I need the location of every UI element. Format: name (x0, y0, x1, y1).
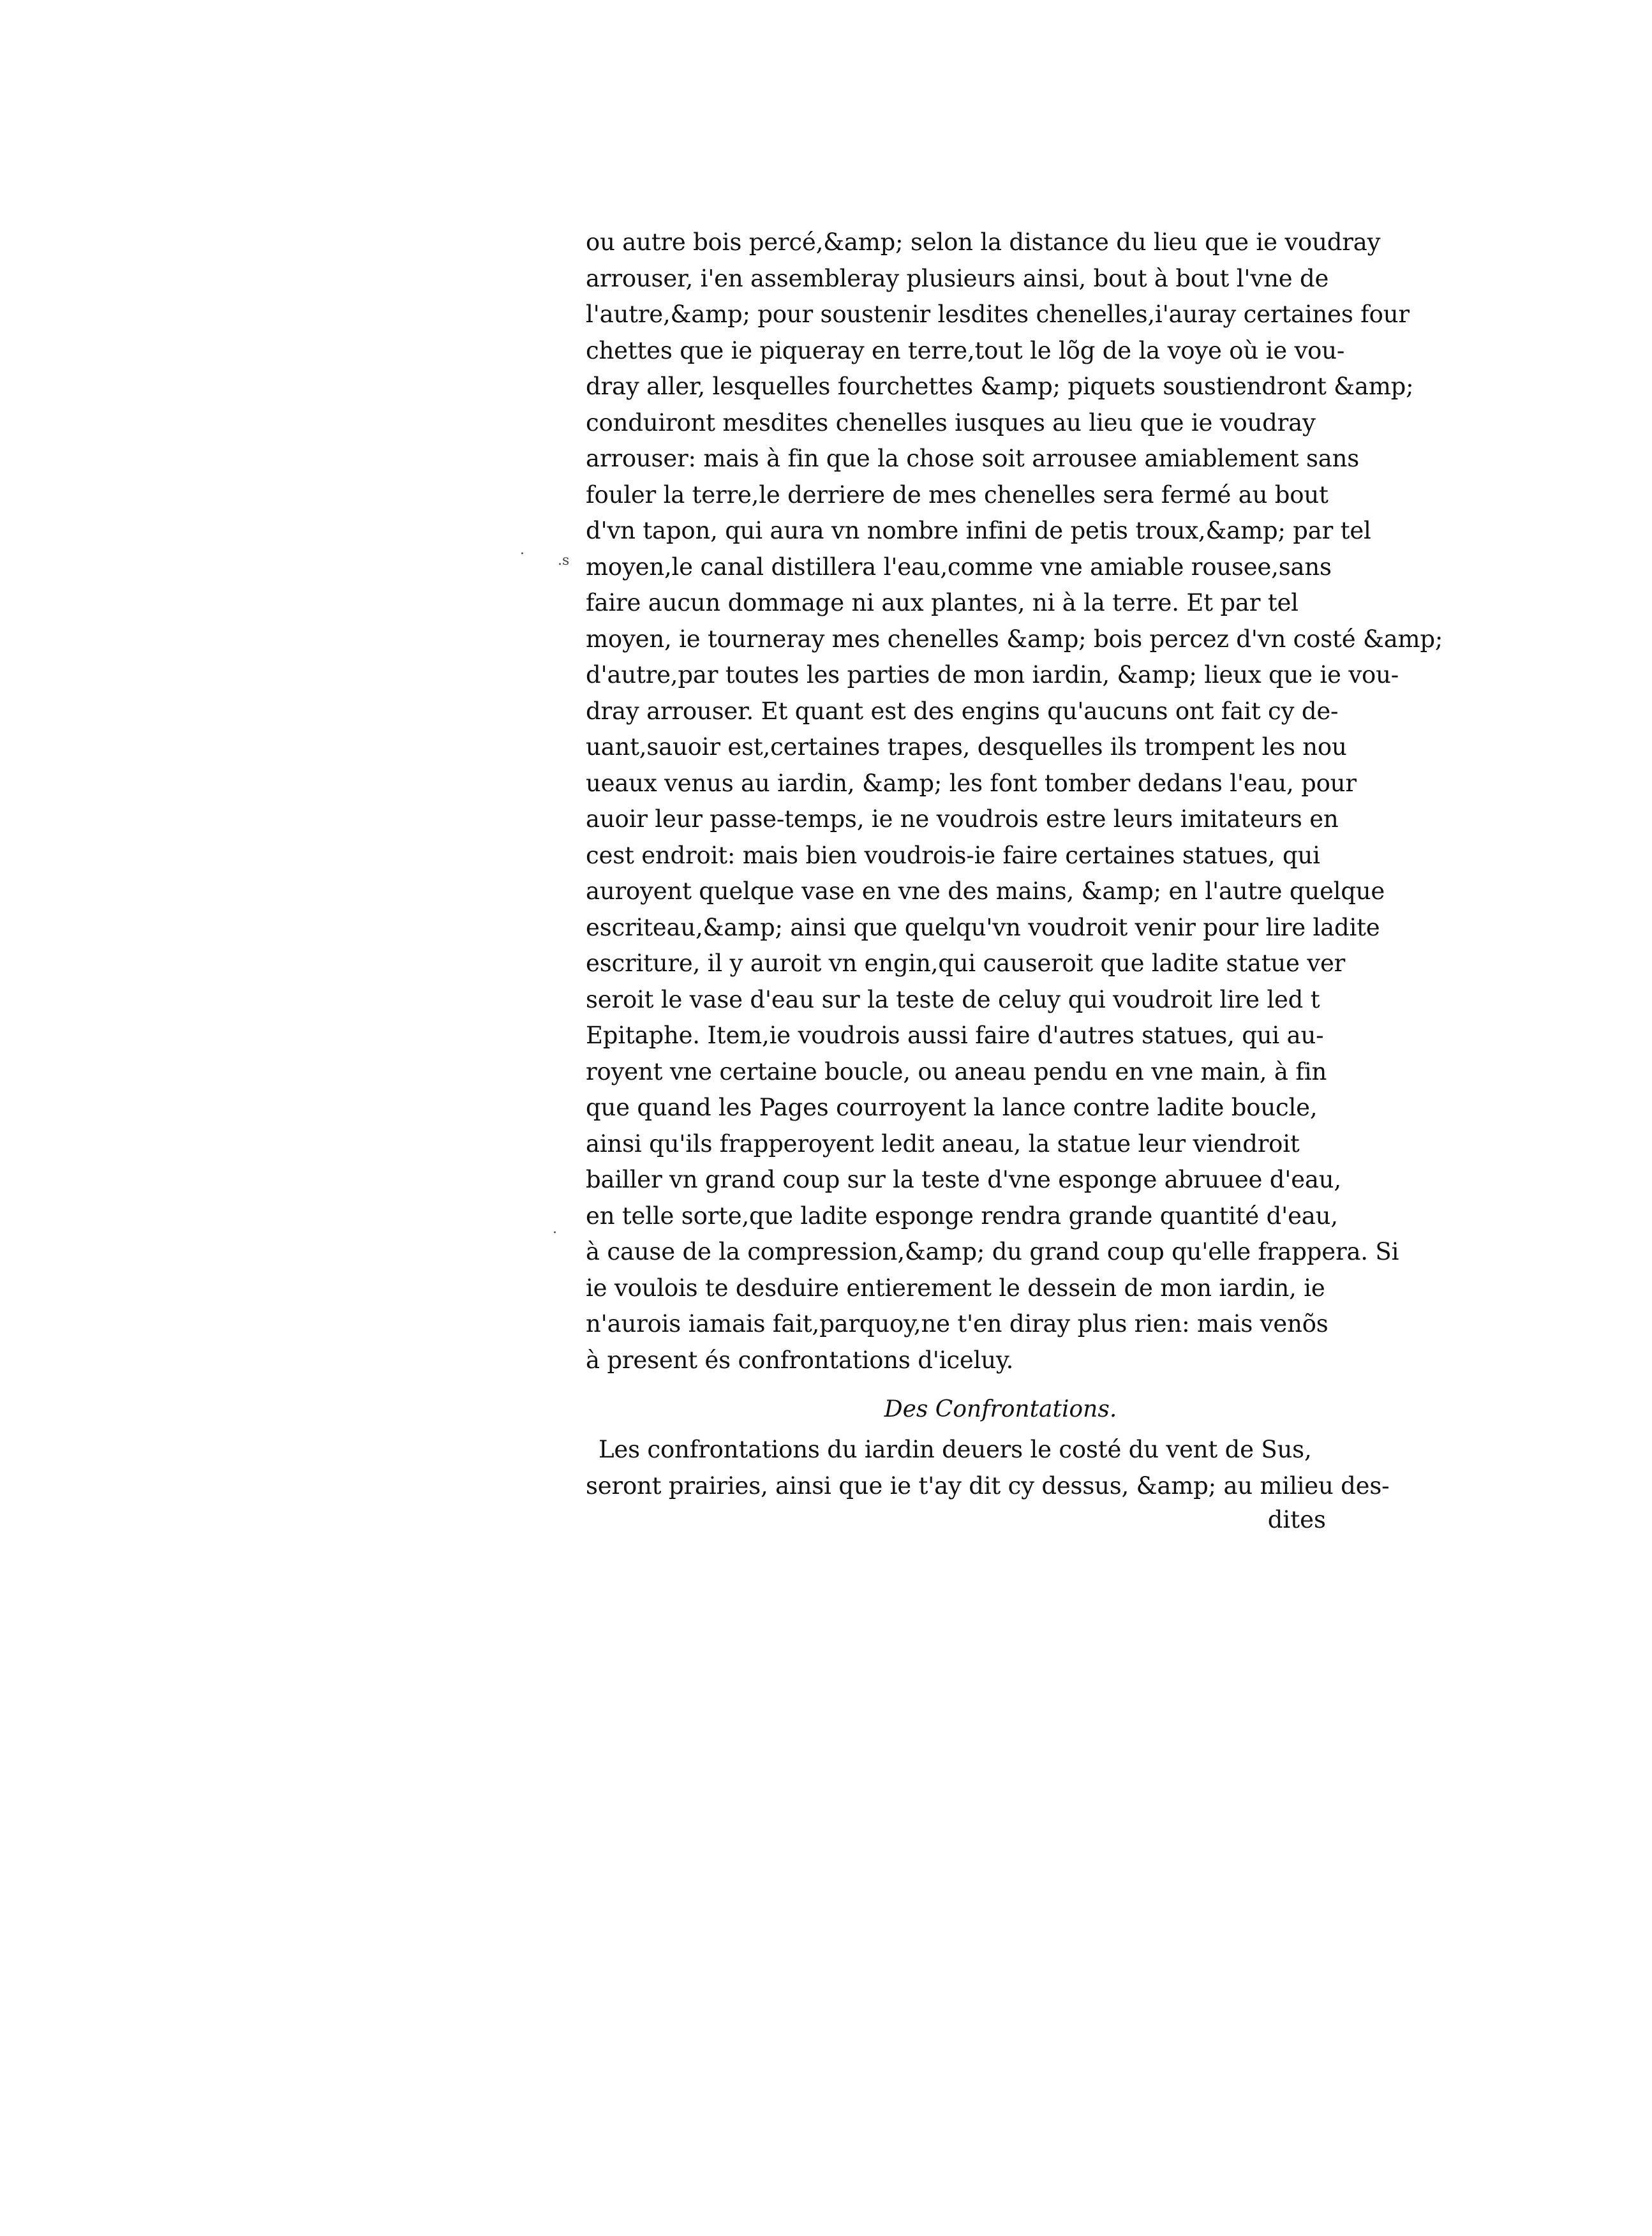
text-line: escriteau,&amp; ainsi que quelqu'vn voudroit venir pour lire ladite (586, 913, 1380, 941)
text-line: d'autre,par toutes les parties de mon iardin, &amp; lieux que ie vou- (586, 661, 1399, 689)
text-line: n'aurois iamais fait,parquoy,ne t'en diray plus rien: mais venõs (586, 1310, 1328, 1338)
section-heading: Des Confrontations. (884, 1396, 1117, 1422)
text-line: ainsi qu'ils frapperoyent ledit aneau, la statue leur viendroit (586, 1129, 1300, 1158)
text-line: chettes que ie piqueray en terre,tout le lõg de la voye où ie vou- (586, 336, 1345, 364)
text-line: l'autre,&amp; pour soustenir lesdites chenelles,i'auray certaines four (586, 301, 1410, 328)
text-line: royent vne certaine boucle, ou aneau pendu en vne main, à fin (586, 1057, 1327, 1085)
margin-dot-lower: · (553, 1225, 557, 1241)
text-line: auoir leur passe-temps, ie ne voudrois estre leurs imitateurs en (586, 805, 1339, 833)
text-line: fouler la terre,le derriere de mes chenelles sera fermé au bout (586, 481, 1328, 509)
text-line: à present és confrontations d'iceluy. (586, 1346, 1014, 1374)
text-line: auroyent quelque vase en vne des mains, &amp; en l'autre quelque (586, 877, 1385, 905)
text-line: en telle sorte,que ladite esponge rendra grande quantité d'eau, (586, 1202, 1338, 1230)
text-line: dray aller, lesquelles fourchettes &amp; piquets soustiendront &amp; (586, 373, 1414, 400)
catchword: dites (1267, 1506, 1326, 1533)
text-line: Les confrontations du iardin deuers le costé du vent de Sus, (599, 1436, 1312, 1463)
text-line: d'vn tapon, qui aura vn nombre infini de petis troux,&amp; par tel (586, 517, 1371, 544)
text-line: seront prairies, ainsi que ie t'ay dit cy dessus, &amp; au milieu des- (586, 1472, 1390, 1500)
text-line: conduiront mesdites chenelles iusques au lieu que ie voudray (586, 408, 1316, 436)
text-line: moyen, ie tourneray mes chenelles &amp; bois percez d'vn costé &amp; (586, 625, 1443, 653)
text-line: ueaux venus au iardin, &amp; les font tomber dedans l'eau, pour (586, 769, 1357, 797)
text-line: bailler vn grand coup sur la teste d'vne esponge abruuee d'eau, (586, 1166, 1341, 1193)
text-line: ou autre bois percé,&amp; selon la distance du lieu que ie voudray (586, 228, 1381, 256)
text-line: arrouser, i'en assembleray plusieurs ainsi, bout à bout l'vne de (586, 264, 1329, 292)
text-line: à cause de la compression,&amp; du grand coup qu'elle frappera. Si (586, 1238, 1399, 1265)
text-line: faire aucun dommage ni aux plantes, ni à la terre. Et par tel (586, 589, 1299, 616)
text-line: Epitaphe. Item,ie voudrois aussi faire d'autres statues, qui au- (586, 1022, 1324, 1049)
text-line: ie voulois te desduire entierement le dessein de mon iardin, ie (586, 1274, 1325, 1302)
main-paragraph (586, 225, 1443, 1378)
text-line: uant,sauoir est,certaines trapes, desquelles ils trompent les nou (586, 733, 1347, 761)
text-line: que quand les Pages courroyent la lance contre ladite boucle, (586, 1094, 1318, 1121)
text-line: dray arrouser. Et quant est des engins qu'aucuns ont fait cy de- (586, 697, 1339, 725)
text-line: cest endroit: mais bien voudrois-ie faire certaines statues, qui (586, 841, 1320, 869)
second-paragraph (586, 1432, 1390, 1504)
margin-mark: .s (558, 553, 570, 569)
text-block (586, 225, 1443, 1536)
text-line: escriture, il y auroit vn engin,qui causeroit que ladite statue ver (586, 950, 1346, 977)
margin-dot: · (520, 546, 525, 562)
text-line: seroit le vase d'eau sur la teste de celuy qui voudroit lire led t (586, 985, 1320, 1013)
text-line: moyen,le canal distillera l'eau,comme vne amiable rousee,sans (586, 553, 1332, 581)
text-line: arrouser: mais à fin que la chose soit arrousee amiablement sans (586, 445, 1360, 472)
